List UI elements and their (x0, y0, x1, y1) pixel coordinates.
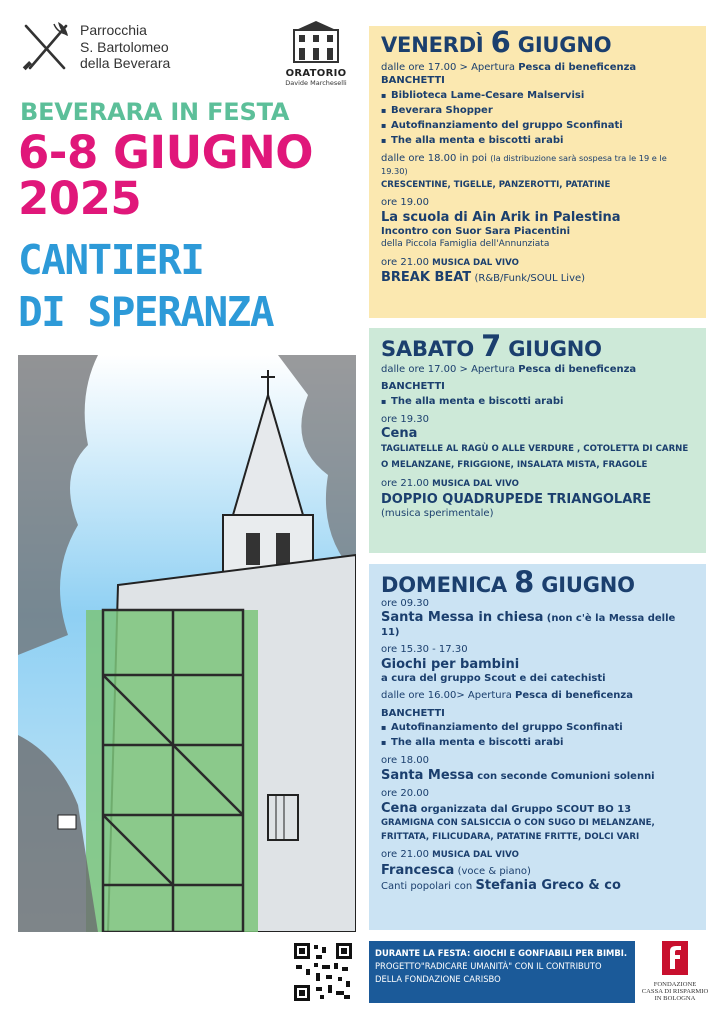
food-list: CRESCENTINE, TIGELLE, PANZEROTTI, PATATINE (381, 179, 611, 190)
stand-item: ▪ The alla menta e biscotti arabi (381, 133, 694, 148)
sponsor-line: IN BOLOGNA (654, 995, 696, 1002)
sunday-program (369, 564, 706, 930)
event-dates-line: 6-8 GIUGNO (18, 126, 314, 179)
oratorio-building-icon (286, 18, 346, 64)
event-line (381, 610, 694, 639)
event-title: Pesca di beneficenza (515, 690, 633, 701)
day-name: SABATO (381, 337, 474, 361)
event-title: Giochi per bambini (381, 656, 520, 672)
event-note: con seconde Comunioni solenni (477, 770, 655, 782)
parish-line: S. Bartolomeo (80, 38, 169, 55)
stand-item: ▪ Biblioteca Lame-Cesare Malservisi (381, 88, 694, 103)
event-line (381, 152, 694, 179)
parish-line: della Beverara (80, 55, 171, 71)
foundation-emblem-icon (660, 941, 690, 975)
performer-name: Stefania Greco & co (475, 878, 621, 893)
event-time: ore 19.30 (381, 413, 429, 425)
saturday-program (369, 328, 706, 553)
saturday-heading (381, 329, 694, 363)
event-title: La scuola di Ain Arik in Palestina (381, 209, 621, 225)
event-note: (la distribuzione sarà sospesa tra le 19 e le 19.30) (381, 152, 667, 176)
day-name: DOMENICA (381, 573, 507, 597)
parish-logo (18, 18, 76, 76)
stands-label: BANCHETTI (381, 75, 445, 86)
event-name: BEVERARA IN FESTA (20, 98, 290, 126)
event-time: dalle ore 17.00 > Apertura (381, 61, 516, 73)
event-year: 2025 (18, 172, 142, 225)
event-line (381, 270, 694, 286)
stands-label: BANCHETTI (381, 707, 445, 719)
event-note: (non c'è la Messa delle 11) (381, 613, 676, 638)
event-title: Santa Messa (381, 767, 474, 783)
event-line (381, 363, 694, 377)
event-title: DOPPIO QUADRUPEDE TRIANGOLARE (381, 491, 652, 507)
event-time: dalle ore 16.00> Apertura (381, 690, 512, 701)
stand-item: ▪ The alla menta e biscotti arabi (381, 735, 694, 750)
stand-item: ▪ The alla menta e biscotti arabi (381, 394, 694, 409)
menu-list: GRAMIGNA CON SALSICCIA O CON SUGO DI MELANZANE, FRITTATA, FILICUDARA, PATATINE FRITTE, DOLCI VARI (381, 818, 655, 842)
event-note: (voce & piano) (457, 865, 531, 877)
event-time: dalle ore 18.00 in poi (381, 152, 488, 164)
parish-line: Parrocchia (80, 22, 147, 38)
event-title: Pesca di beneficenza (518, 61, 637, 73)
event-time: ore 20.00 (381, 788, 429, 799)
sunday-heading (381, 565, 694, 599)
oratorio-name: ORATORIO (285, 68, 347, 79)
month-name: GIUGNO (517, 33, 612, 57)
month-name: GIUGNO (508, 337, 602, 361)
event-subtitle: Incontro con Suor Sara Piacentini (381, 225, 571, 237)
stand-item: ▪ Autofinanziamento del gruppo Sconfinati (381, 118, 694, 133)
event-line (381, 863, 694, 879)
stands-label: BANCHETTI (381, 381, 445, 392)
event-title: BREAK BEAT (381, 270, 472, 285)
menu-list: TAGLIATELLE AL RAGÙ O ALLE VERDURE , COTOLETTA DI CARNE O MELANZANE, FRIGGIONE, INSALATA MISTA, FRAGOLE (381, 444, 689, 470)
event-time: ore 21.00 (381, 478, 429, 489)
event-title: Pesca di beneficenza (518, 363, 637, 375)
event-line (381, 768, 694, 784)
friday-heading (381, 25, 694, 59)
sponsor-logo (640, 941, 710, 1003)
stand-item: ▪ Autofinanziamento del gruppo Sconfinati (381, 720, 694, 735)
church-sketch-illustration (18, 355, 356, 932)
event-line (381, 801, 694, 817)
music-tag: MUSICA DAL VIVO (432, 479, 519, 489)
footer-line: DELLA FONDAZIONE CARISBO (375, 974, 501, 984)
day-number: 8 (514, 565, 535, 599)
sponsor-line: FONDAZIONE (653, 981, 697, 988)
day-number: 6 (490, 25, 511, 59)
event-line (381, 61, 694, 75)
motto-line: CANTIERI (18, 236, 204, 284)
event-line (381, 256, 694, 271)
music-tag: MUSICA DAL VIVO (432, 257, 519, 268)
music-tag: MUSICA DAL VIVO (432, 850, 519, 860)
motto-line: DI SPERANZA (18, 288, 274, 336)
oratorio-subtitle: Davide Marcheselli (285, 79, 347, 87)
event-title: Cena (381, 800, 418, 816)
event-note: (musica sperimentale) (381, 507, 494, 519)
qr-code[interactable] (292, 941, 354, 1003)
friday-program (369, 26, 706, 318)
sponsor-name (640, 981, 710, 1002)
event-time: dalle ore 17.00 > Apertura (381, 363, 516, 375)
footer-line: PROGETTO"RADICARE UMANITÀ" CON IL CONTRIBUTO (375, 961, 602, 971)
event-motto (18, 234, 358, 338)
parish-name (80, 22, 170, 72)
event-time: ore 18.00 (381, 755, 429, 766)
day-name: VENERDÌ (381, 33, 484, 57)
event-time: ore 19.00 (381, 197, 429, 208)
event-dates (18, 126, 358, 225)
oratorio-logo (282, 18, 350, 98)
event-time: ore 15.30 - 17.30 (381, 644, 468, 655)
event-title: Cena (381, 426, 418, 441)
event-time: ore 09.30 (381, 597, 429, 609)
event-note: organizzata dal Gruppo SCOUT BO 13 (420, 803, 632, 815)
sponsor-line: CASSA DI RISPARMIO (641, 988, 709, 995)
month-name: GIUGNO (541, 573, 635, 597)
event-subtitle-detail: della Piccola Famiglia dell'Annunziata (381, 239, 550, 249)
event-time: ore 21.00 (381, 256, 429, 268)
event-subtitle: Canti popolari con (381, 881, 473, 892)
event-note: (R&B/Funk/SOUL Live) (474, 273, 586, 284)
event-line (381, 848, 694, 863)
event-line (381, 878, 694, 894)
event-line (381, 689, 694, 703)
event-line (381, 477, 694, 492)
event-time: ore 21.00 (381, 849, 429, 860)
event-subtitle: a cura del gruppo Scout e dei catechisti (381, 672, 606, 684)
event-title: Francesca (381, 862, 455, 878)
day-number: 7 (481, 329, 502, 363)
event-title: Santa Messa in chiesa (381, 610, 544, 625)
footer-line: DURANTE LA FESTA: GIOCHI E GONFIABILI PER BIMBI. (375, 948, 628, 958)
footer-notice (369, 941, 635, 1003)
stand-item: ▪ Beverara Shopper (381, 103, 694, 118)
